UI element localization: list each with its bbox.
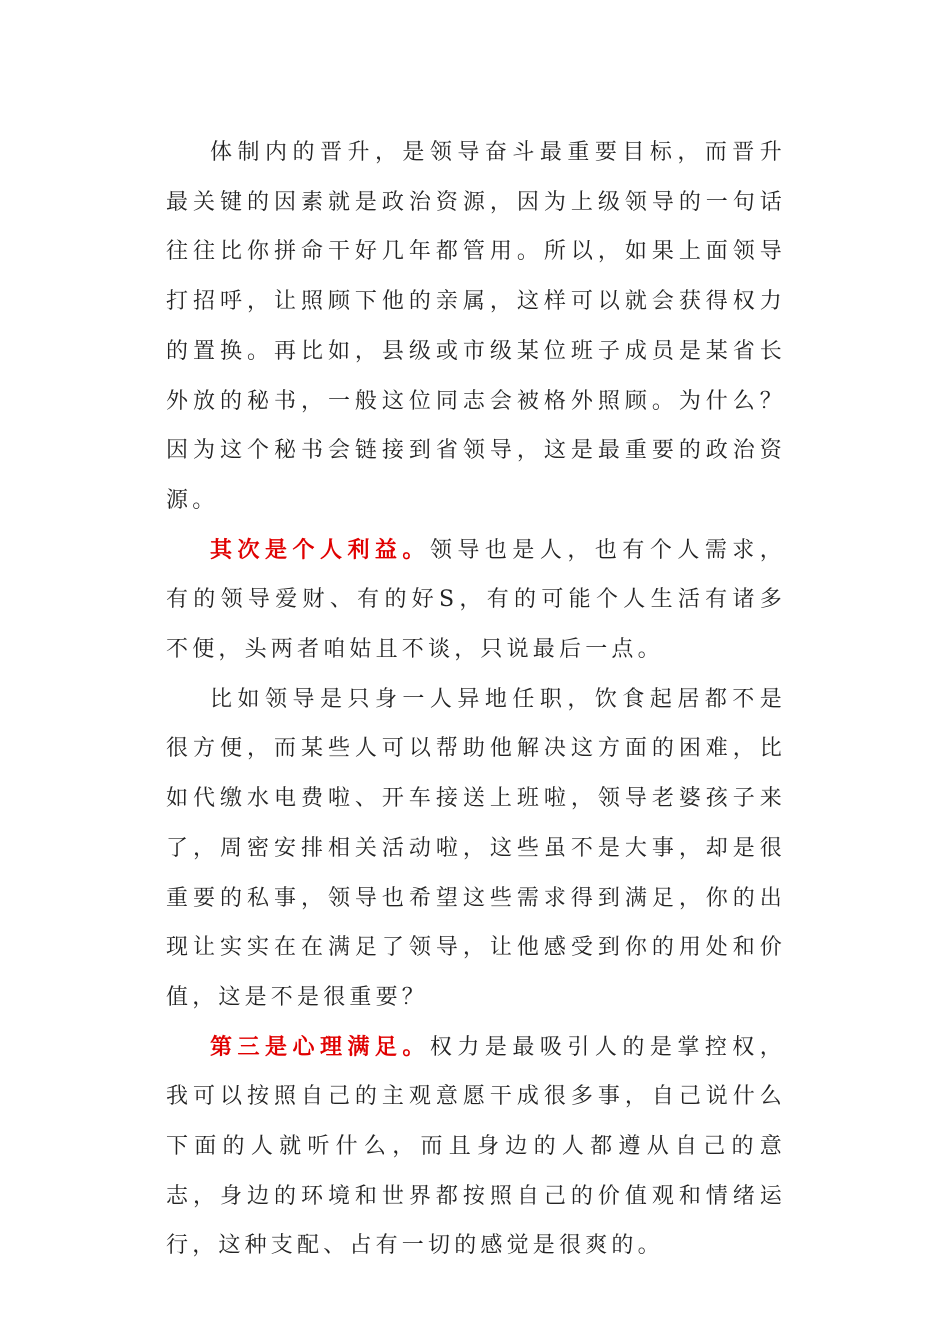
paragraph-text: 体制内的晋升，是领导奋斗最重要目标，而晋升最关键的因素就是政治资源，因为上级领导的一句话往往比你拼命干好几年都管用。所以，如果上面领导打招呼，让照顾下他的亲属，这样可以就会获得权力的置换。再比如，县级或市级某位班子成员是某省长外放的秘书，一般这位同志会被格外照顾。为什么？因为这个秘书会链接到省领导，这是最重要的政治资源。 — [166, 140, 786, 513]
highlight-heading: 第三是心理满足。 — [210, 1033, 430, 1060]
paragraph-text: 比如领导是只身一人异地任职，饮食起居都不是很方便，而某些人可以帮助他解决这方面的困难，比如代缴水电费啦、开车接送上班啦，领导老婆孩子来了，周密安排相关活动啦，这些虽不是大事，却是很重要的私事，领导也希望这些需求得到满足，你的出现让实实在在满足了领导，让他感受到你的用处和价值，这是不是很重要？ — [166, 686, 786, 1010]
paragraph-text: 权力是最吸引人的是掌控权，我可以按照自己的主观意愿干成很多事，自己说什么下面的人就听什么，而且身边的人都遵从自己的意志，身边的环境和世界都按照自己的价值观和情绪运行，这种支配、占有一切的感觉是很爽的。 — [166, 1034, 786, 1259]
document-body — [166, 128, 786, 1271]
paragraph-personal-interest — [166, 526, 786, 675]
highlight-heading: 其次是个人利益。 — [210, 536, 430, 563]
paragraph-psychological-satisfaction — [166, 1023, 786, 1272]
paragraph-example — [166, 675, 786, 1023]
paragraph-political-resources — [166, 128, 786, 526]
paragraph-text: 领导也是人，也有个人需求，有的领导爱财、有的好S，有的可能个人生活有诸多不便，头两者咱姑且不谈，只说最后一点。 — [166, 537, 786, 663]
